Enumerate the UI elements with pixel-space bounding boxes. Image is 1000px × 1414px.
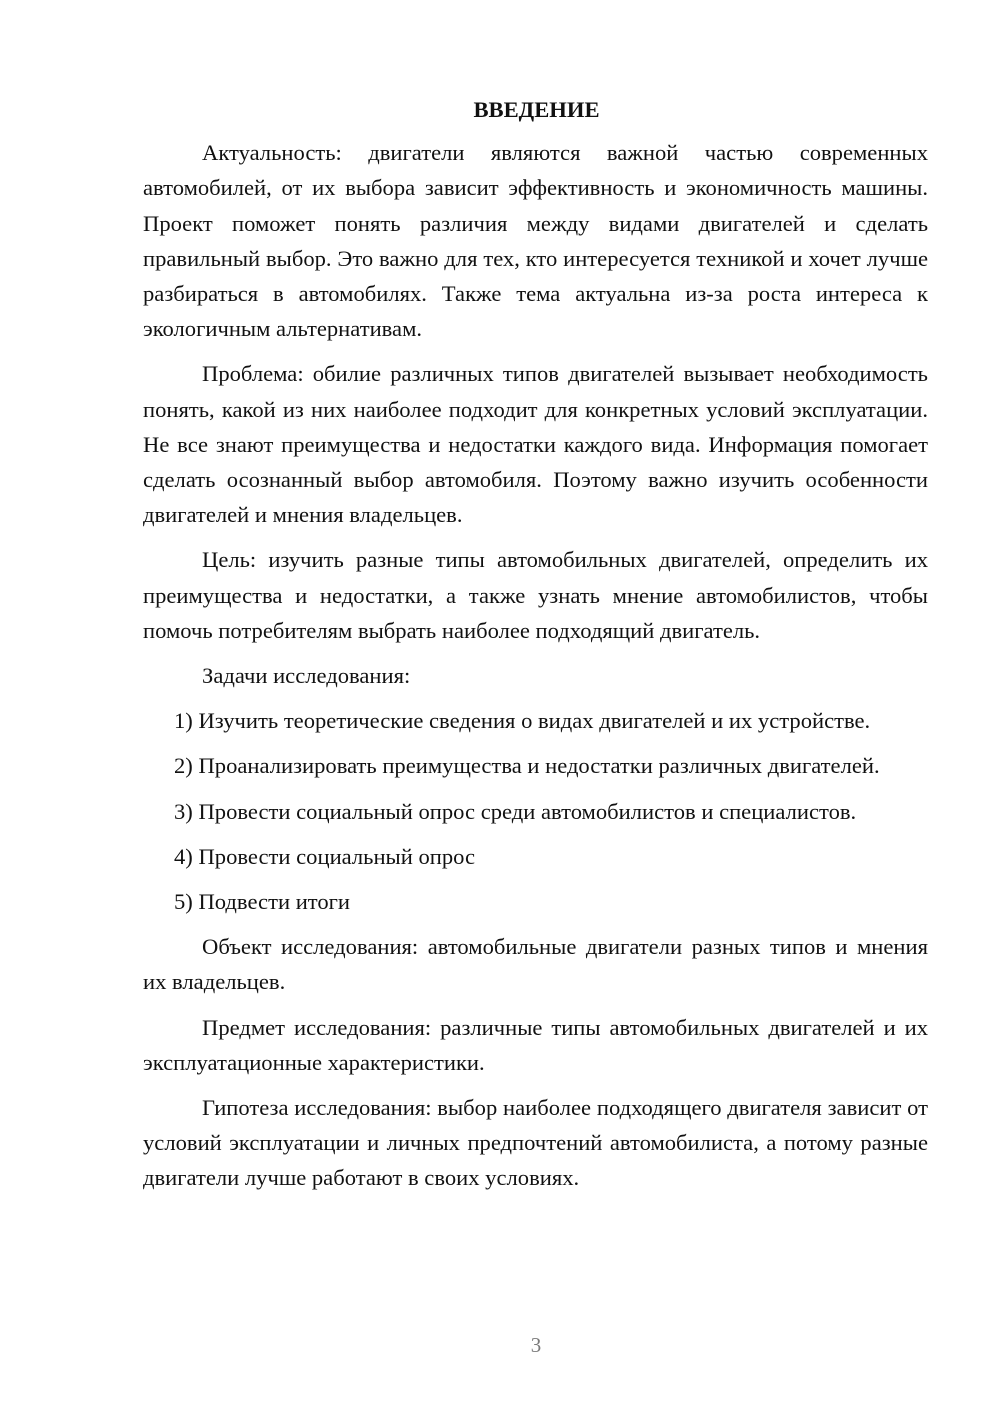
page-number: 3 xyxy=(530,1333,542,1357)
section-title: ВВЕДЕНИЕ xyxy=(473,97,600,122)
problem-paragraph: Проблема: обилие различных типов двигателей вызывает необходимость понять, какой из них наиболее подходит для конкретных условий эксплуатации. Не все знают преимущества и недостатки каждого вида. Информация помогает сделать осознанный выбор автомобиля. Поэтому важно изучить особенности двигателей и мнения владельцев. xyxy=(143,361,928,528)
hypothesis-paragraph: Гипотеза исследования: выбор наиболее подходящего двигателя зависит от условий эксплуатации и личных предпочтений автомобилиста, а потому разные двигатели лучше работают в своих условиях. xyxy=(143,1095,928,1191)
relevance-paragraph: Актуальность: двигатели являются важной частью современных автомобилей, от их выбора зависит эффективность и экономичность машины. Проект поможет понять различия между видами двигателей и сделать правильный выбор. Это важно для тех, кто интересуется техникой и хочет лучше разбираться в автомобилях. Также тема актуальна из-за роста интереса к экологичным альтернативам. xyxy=(143,140,928,342)
task-item: 1) Изучить теоретические сведения о видах двигателей и их устройстве. xyxy=(174,708,871,734)
subject-paragraph: Предмет исследования: различные типы автомобильных двигателей и их эксплуатационные характеристики. xyxy=(143,1014,928,1075)
task-item: 4) Провести социальный опрос xyxy=(174,843,476,869)
task-item: 3) Провести социальный опрос среди автомобилистов и специалистов. xyxy=(174,798,857,824)
goal-paragraph: Цель: изучить разные типы автомобильных двигателей, определить их преимущества и недостатки, а также узнать мнение автомобилистов, чтобы помочь потребителям выбрать наиболее подходящий двигатель. xyxy=(143,547,928,643)
object-paragraph: Объект исследования: автомобильные двигатели разных типов и мнения их владельцев. xyxy=(143,934,928,995)
task-item: 2) Проанализировать преимущества и недостатки различных двигателей. xyxy=(174,753,880,779)
document-page xyxy=(143,92,928,1206)
tasks-heading: Задачи исследования: xyxy=(202,663,411,689)
task-item: 5) Подвести итоги xyxy=(174,889,351,915)
